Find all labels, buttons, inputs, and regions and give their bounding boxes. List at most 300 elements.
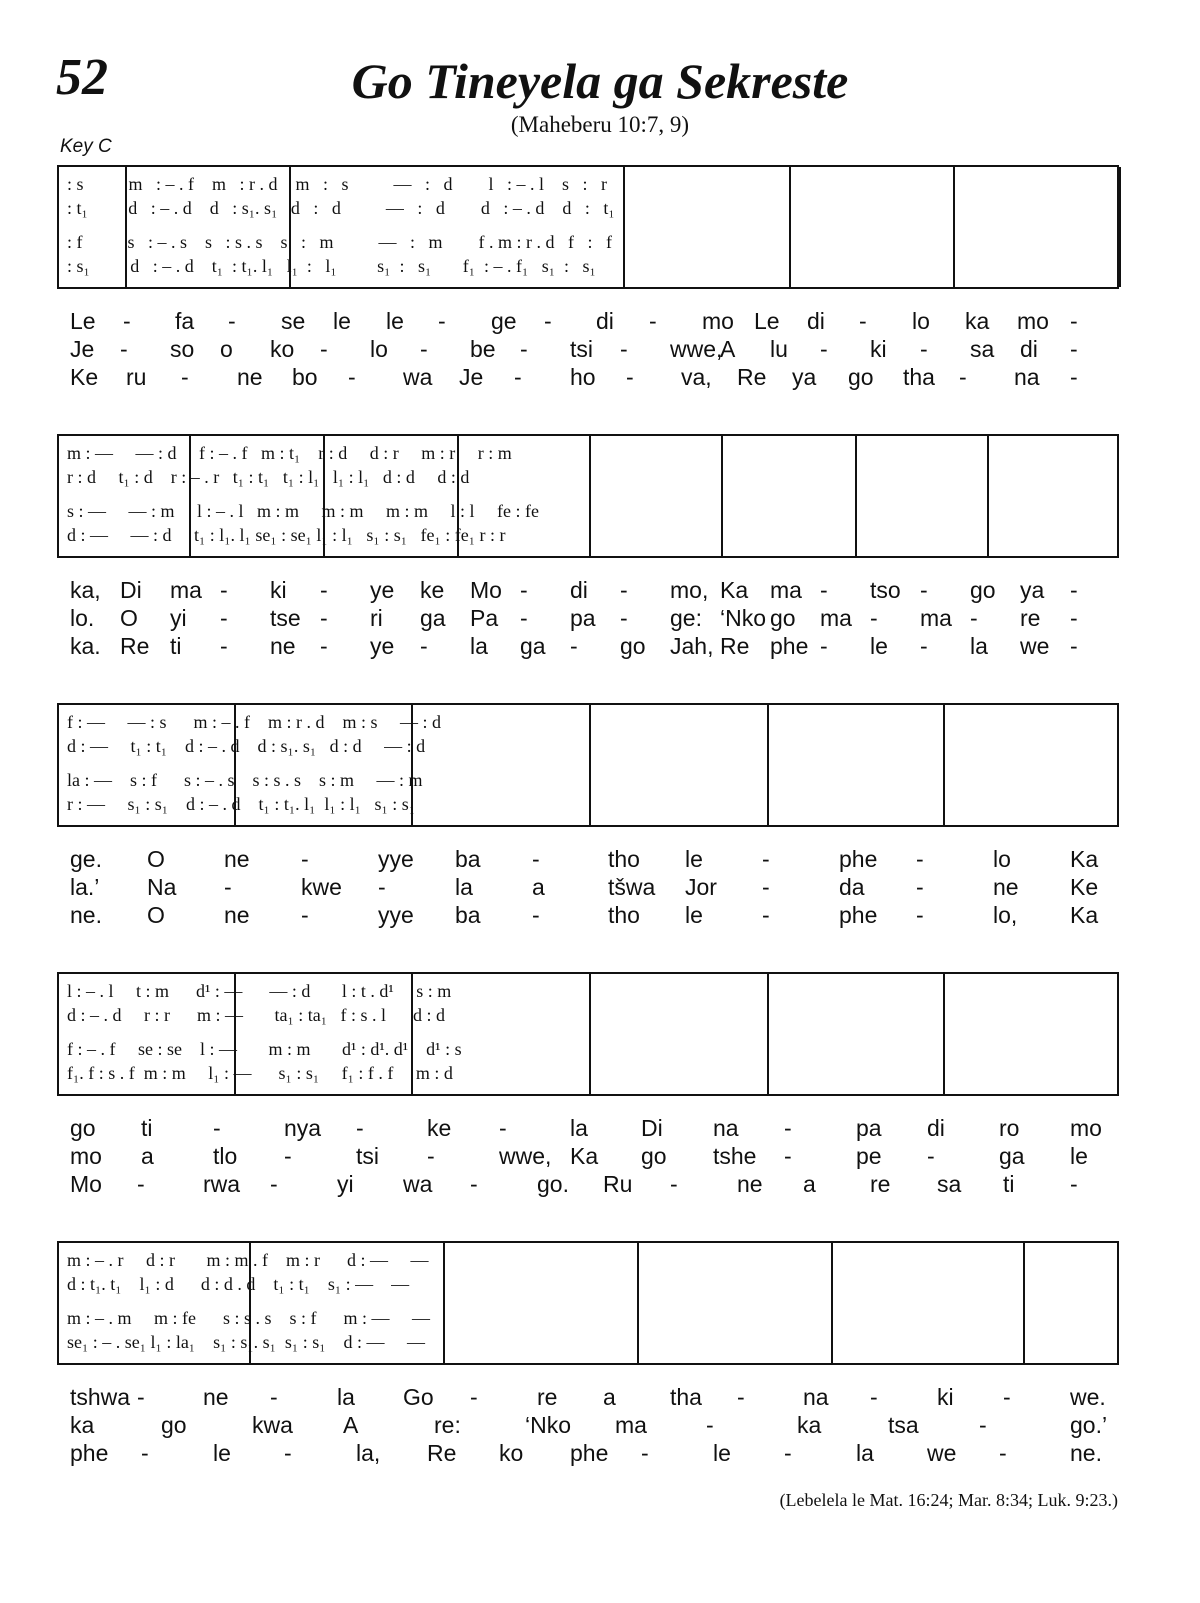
lyric-syllable: Go (403, 1384, 434, 1410)
bar-line (637, 1243, 639, 1363)
lyric-syllable: mo (70, 1143, 102, 1169)
lyric-syllable: ma (820, 605, 852, 631)
lyric-syllable: phe (770, 633, 809, 659)
lyric-syllable: Ka (570, 1143, 599, 1169)
music-system-2 (57, 434, 1119, 558)
lyric-syllable: ge. (70, 846, 102, 872)
lyric-syllable: le (870, 633, 888, 659)
music-system-4 (57, 972, 1119, 1096)
lyric-syllable: - (1003, 1384, 1011, 1410)
lyric-syllable: kwa (252, 1412, 293, 1438)
lyric-syllable: - (320, 633, 328, 659)
lyric-syllable: di (1020, 336, 1038, 362)
bar-line (1023, 1243, 1025, 1363)
notation-line: d : — t₁ : t₁ d : – . d d : s₁. s₁ d : d — : d (67, 736, 426, 756)
lyric-syllable: phe (570, 1440, 609, 1466)
lyric-syllable: Ka (1070, 902, 1099, 928)
bar-line (1119, 167, 1121, 287)
lyric-line-verse-2 (70, 1143, 1115, 1171)
notation-line: d : – . d r : r m : — ta₁ : ta₁ f : s . l d : d (67, 1005, 446, 1025)
lyric-syllable: - (1070, 364, 1078, 390)
lyric-syllable: ne (237, 364, 263, 390)
lyric-syllable: - (1070, 336, 1078, 362)
lyric-line-verse-3 (70, 1440, 1115, 1468)
lyric-syllable: go (770, 605, 796, 631)
lyric-line-verse-3 (70, 1171, 1115, 1199)
lyric-syllable: - (301, 846, 309, 872)
lyric-line-verse-1 (70, 577, 1115, 605)
lyric-syllable: - (137, 1171, 145, 1197)
lyric-syllable: - (378, 874, 386, 900)
lyric-syllable: A (720, 336, 736, 362)
lyric-syllable: Jor (685, 874, 717, 900)
lyric-syllable: - (532, 846, 540, 872)
lyric-syllable: - (979, 1412, 987, 1438)
bar-line (831, 1243, 833, 1363)
lyric-line-verse-1 (70, 1115, 1115, 1143)
lyric-syllable: we. (1070, 1384, 1106, 1410)
notation-line: m : — — : d f : – . f m : t₁ r : d d : r m : r r : m (67, 443, 512, 463)
lyric-syllable: - (920, 336, 928, 362)
lyric-syllable: go. (537, 1171, 569, 1197)
lyric-syllable: - (224, 874, 232, 900)
lyric-syllable: di (596, 308, 614, 334)
lyric-syllable: - (544, 308, 552, 334)
bar-line (987, 436, 989, 556)
lyric-syllable: ne (993, 874, 1019, 900)
lyric-syllable: Ka (1070, 846, 1099, 872)
lyric-syllable: Ke (1070, 874, 1099, 900)
lyric-syllable: O (120, 605, 138, 631)
lyric-syllable: we (927, 1440, 957, 1466)
lyric-syllable: - (301, 902, 309, 928)
lyric-syllable: - (762, 902, 770, 928)
lyric-syllable: la, (356, 1440, 381, 1466)
lyric-syllable: - (927, 1143, 935, 1169)
lyric-syllable: bo (292, 364, 318, 390)
lyric-syllable: O (147, 902, 165, 928)
lyric-syllable: - (706, 1412, 714, 1438)
lyric-syllable: - (916, 902, 924, 928)
lyric-syllable: A (343, 1412, 359, 1438)
lyric-syllable: - (999, 1440, 1007, 1466)
lyric-syllable: ti (170, 633, 182, 659)
lyric-syllable: - (1070, 633, 1078, 659)
lyric-syllable: ma (170, 577, 202, 603)
lyric-syllable: go.’ (1070, 1412, 1108, 1438)
lyric-syllable: ro (999, 1115, 1020, 1141)
lyric-line-verse-2 (70, 336, 1115, 364)
lyric-syllable: la (856, 1440, 874, 1466)
lyric-syllable: di (807, 308, 825, 334)
lyric-syllable: - (920, 633, 928, 659)
lyric-syllable: le (685, 902, 703, 928)
bar-line (789, 167, 791, 287)
bar-line (943, 705, 945, 825)
music-system-5 (57, 1241, 1119, 1365)
hymn-number: 52 (56, 49, 108, 106)
lyric-syllable: phe (839, 846, 878, 872)
lyric-line-verse-3 (70, 364, 1115, 392)
lyric-syllable: lo, (993, 902, 1018, 928)
lyric-syllable: phe (70, 1440, 109, 1466)
lyric-line-verse-2 (70, 1412, 1115, 1440)
lyric-syllable: tšwa (608, 874, 656, 900)
lyric-syllable: - (123, 308, 131, 334)
lyric-syllable: a (141, 1143, 154, 1169)
lyric-syllable: la (337, 1384, 355, 1410)
lyric-line-verse-2 (70, 874, 1115, 902)
notation-line: se₁ : – . se₁ l₁ : la₁ s₁ : s₁. s₁ s₁ : s₁ d : — — (67, 1332, 425, 1352)
lyric-syllable: Re (737, 364, 767, 390)
lyric-syllable: le (713, 1440, 731, 1466)
lyric-syllable: ga (520, 633, 546, 659)
hymn-title: Go Tineyela ga Sekreste (351, 53, 849, 109)
lyric-syllable: sa (970, 336, 995, 362)
lyric-syllable: ye (370, 577, 395, 603)
lyric-syllable: pa (570, 605, 596, 631)
lyric-syllable: - (520, 577, 528, 603)
lyric-syllable: Mo (470, 577, 502, 603)
lyric-syllable: Ru (603, 1171, 633, 1197)
lyric-syllable: - (1070, 308, 1078, 334)
lyric-syllable: ma (920, 605, 952, 631)
lyric-syllable: - (737, 1384, 745, 1410)
notation-line: s : — — : m l : – . l m : m m : m m : m l : l fe : fe (67, 501, 539, 521)
lyric-syllable: pa (856, 1115, 882, 1141)
lyric-syllable: - (470, 1171, 478, 1197)
lyric-syllable: la (570, 1115, 588, 1141)
lyric-syllable: go (161, 1412, 187, 1438)
lyric-syllable: re (1020, 605, 1041, 631)
lyric-syllable: ki (870, 336, 887, 362)
lyric-syllable: go (70, 1115, 96, 1141)
lyric-syllable: - (181, 364, 189, 390)
lyric-syllable: mo (1017, 308, 1049, 334)
lyric-syllable: pe (856, 1143, 882, 1169)
lyric-syllable: na (803, 1384, 829, 1410)
lyric-syllable: go (641, 1143, 667, 1169)
notation-line: f₁. f : s . f m : m l₁ : — s₁ : s₁ f₁ : f . f m : d (67, 1063, 453, 1083)
lyric-syllable: - (320, 336, 328, 362)
lyric-syllable: ka, (70, 577, 101, 603)
lyric-syllable: ka (797, 1412, 822, 1438)
lyric-syllable: - (220, 605, 228, 631)
lyric-syllable: le (685, 846, 703, 872)
lyric-syllable: - (670, 1171, 678, 1197)
lyric-syllable: ye (370, 633, 395, 659)
lyric-syllable: ‘Nko (525, 1412, 572, 1438)
lyric-syllable: ka. (70, 633, 101, 659)
lyric-line-verse-1 (70, 1384, 1115, 1412)
lyric-syllable: Di (641, 1115, 663, 1141)
lyric-syllable: go (970, 577, 996, 603)
lyric-syllable: tsi (570, 336, 593, 362)
lyric-syllable: Re (427, 1440, 457, 1466)
lyric-syllable: - (320, 577, 328, 603)
lyric-syllable: - (620, 605, 628, 631)
bar-line (623, 167, 625, 287)
lyric-syllable: - (420, 336, 428, 362)
lyric-line-verse-3 (70, 902, 1115, 930)
lyric-syllable: ko (270, 336, 295, 362)
lyric-syllable: Le (70, 308, 96, 334)
scripture-reference: (Maheberu 10:7, 9) (510, 112, 690, 137)
lyric-syllable: ne (737, 1171, 763, 1197)
lyric-syllable: - (916, 874, 924, 900)
lyric-syllable: tse (270, 605, 301, 631)
lyric-syllable: a (603, 1384, 616, 1410)
lyric-syllable: - (120, 336, 128, 362)
notation-line: l : – . l t : m d¹ : — — : d l : t . d¹ s : m (67, 981, 452, 1001)
lyric-syllable: - (514, 364, 522, 390)
bar-line (589, 705, 591, 825)
lyric-syllable: - (284, 1143, 292, 1169)
lyric-syllable: go (848, 364, 874, 390)
lyric-syllable: la (970, 633, 988, 659)
lyric-syllable: tshwa (70, 1384, 131, 1410)
lyric-syllable: tsi (356, 1143, 379, 1169)
lyric-syllable: mo (1070, 1115, 1102, 1141)
lyric-syllable: - (970, 605, 978, 631)
lyric-syllable: le (213, 1440, 231, 1466)
lyric-syllable: kwe (301, 874, 342, 900)
lyric-syllable: o (220, 336, 233, 362)
lyric-syllable: ti (1003, 1171, 1015, 1197)
lyric-syllable: be (470, 336, 496, 362)
lyric-syllable: rwa (203, 1171, 241, 1197)
lyric-syllable: - (1070, 605, 1078, 631)
lyric-syllable: ko (499, 1440, 524, 1466)
lyric-syllable: sa (937, 1171, 962, 1197)
notation-line: f : — — : s m : – . f m : r . d m : s — : d (67, 712, 442, 732)
lyric-syllable: ka (70, 1412, 95, 1438)
lyric-syllable: - (570, 633, 578, 659)
lyric-syllable: yye (378, 902, 414, 928)
notation-line: : s m : – . f m : r . d m : s — : d l : – . l s : r (67, 174, 608, 194)
lyric-syllable: - (820, 336, 828, 362)
lyric-syllable: tso (870, 577, 901, 603)
lyric-syllable: na (713, 1115, 739, 1141)
lyric-syllable: - (762, 874, 770, 900)
lyric-syllable: na (1014, 364, 1040, 390)
lyric-syllable: ho (570, 364, 596, 390)
lyric-syllable: la (470, 633, 488, 659)
lyric-syllable: ne (224, 902, 250, 928)
lyric-syllable: Le (754, 308, 780, 334)
lyric-syllable: lo. (70, 605, 95, 631)
lyric-syllable: ne (203, 1384, 229, 1410)
lyric-syllable: - (356, 1115, 364, 1141)
lyric-syllable: ma (615, 1412, 647, 1438)
lyric-syllable: yi (170, 605, 187, 631)
bar-line (589, 436, 591, 556)
notation-line: la : — s : f s : – . s s : s . s s : m — : m (67, 770, 423, 790)
lyric-syllable: - (820, 577, 828, 603)
lyric-syllable: - (320, 605, 328, 631)
lyric-syllable: la (455, 874, 473, 900)
lyric-syllable: yi (337, 1171, 354, 1197)
lyric-line-verse-2 (70, 605, 1115, 633)
lyric-syllable: wwe, (670, 336, 723, 362)
lyric-syllable: - (620, 577, 628, 603)
lyric-syllable: - (820, 633, 828, 659)
lyric-syllable: - (859, 308, 867, 334)
music-system-3 (57, 703, 1119, 827)
lyric-syllable: tho (608, 846, 640, 872)
notation-line: : s₁ d : – . d t₁ : t₁. l₁ l₁ : l₁ s₁ : s₁ f₁ : – . f₁ s₁ : s₁ (67, 256, 596, 276)
notation-line: d : — — : d t₁ : l₁. l₁ se₁ : se₁ l₁ : l₁ s₁ : s₁ fe₁ : fe₁ r : r (67, 525, 506, 545)
lyric-syllable: phe (839, 902, 878, 928)
lyric-syllable: tshe (713, 1143, 757, 1169)
lyric-syllable: ka (965, 308, 990, 334)
notation-line: d : t₁. t₁ l₁ : d d : d . d t₁ : t₁ s₁ : — — (67, 1274, 410, 1294)
lyric-syllable: ti (141, 1115, 153, 1141)
lyric-syllable: - (470, 1384, 478, 1410)
lyric-syllable: ke (427, 1115, 452, 1141)
lyric-syllable: Pa (470, 605, 499, 631)
lyric-syllable: tho (608, 902, 640, 928)
lyric-syllable: - (649, 308, 657, 334)
lyric-syllable: - (1070, 577, 1078, 603)
lyric-syllable: a (803, 1171, 816, 1197)
bar-line (767, 705, 769, 825)
lyric-syllable: Ka (720, 577, 749, 603)
lyric-syllable: O (147, 846, 165, 872)
lyric-syllable: - (920, 577, 928, 603)
lyric-syllable: - (520, 605, 528, 631)
lyric-syllable: ki (270, 577, 287, 603)
lyric-syllable: - (213, 1115, 221, 1141)
lyric-syllable: wwe, (499, 1143, 552, 1169)
music-system-1 (57, 165, 1119, 289)
lyric-syllable: lo (912, 308, 930, 334)
lyric-syllable: lo (370, 336, 388, 362)
lyric-syllable: le (386, 308, 404, 334)
lyric-syllable: ki (937, 1384, 954, 1410)
lyric-syllable: tha (903, 364, 935, 390)
lyric-syllable: Re (720, 633, 750, 659)
lyric-syllable: ga (420, 605, 446, 631)
lyric-syllable: - (427, 1143, 435, 1169)
lyric-syllable: ri (370, 605, 383, 631)
lyric-syllable: di (570, 577, 588, 603)
lyric-syllable: ge (491, 308, 517, 334)
lyric-syllable: - (284, 1440, 292, 1466)
lyric-syllable: - (762, 846, 770, 872)
lyric-syllable: tha (670, 1384, 702, 1410)
lyric-syllable: ne. (70, 902, 102, 928)
lyric-syllable: - (916, 846, 924, 872)
lyric-syllable: se (281, 308, 306, 334)
lyric-syllable: go (620, 633, 646, 659)
notation-line: r : — s₁ : s₁ d : – . d t₁ : t₁. l₁ l₁ : l₁ s₁ : s₁ (67, 794, 416, 814)
lyric-syllable: ya (792, 364, 817, 390)
lyric-syllable: ne. (1070, 1440, 1102, 1466)
lyric-syllable: nya (284, 1115, 322, 1141)
lyric-syllable: - (141, 1440, 149, 1466)
lyric-syllable: Je (70, 336, 95, 362)
bar-line (589, 974, 591, 1094)
bar-line (443, 1243, 445, 1363)
lyric-syllable: - (784, 1115, 792, 1141)
lyric-syllable: - (620, 336, 628, 362)
lyric-syllable: ke (420, 577, 445, 603)
lyric-syllable: - (137, 1384, 145, 1410)
lyric-syllable: mo (702, 308, 734, 334)
lyric-syllable: Di (120, 577, 142, 603)
lyric-syllable: ne (270, 633, 296, 659)
lyric-line-verse-1 (70, 308, 1115, 336)
lyric-syllable: ga (999, 1143, 1025, 1169)
lyric-syllable: a (532, 874, 545, 900)
lyric-syllable: - (870, 1384, 878, 1410)
lyric-syllable: - (784, 1143, 792, 1169)
lyric-syllable: ya (1020, 577, 1045, 603)
notation-line: : f s : – . s s : s . s s : m — : m f . m : r . d f : f (67, 232, 613, 252)
lyric-syllable: - (420, 633, 428, 659)
lyric-syllable: wa (403, 1171, 433, 1197)
lyric-syllable: - (784, 1440, 792, 1466)
bar-line (855, 436, 857, 556)
lyric-line-verse-1 (70, 846, 1115, 874)
lyric-syllable: - (228, 308, 236, 334)
lyric-syllable: yye (378, 846, 414, 872)
lyric-syllable: - (499, 1115, 507, 1141)
lyric-syllable: - (348, 364, 356, 390)
lyric-syllable: re: (434, 1412, 461, 1438)
lyric-syllable: - (959, 364, 967, 390)
lyric-syllable: Ke (70, 364, 99, 390)
lyric-syllable: da (839, 874, 865, 900)
lyric-syllable: Jah, (670, 633, 714, 659)
bar-line (721, 436, 723, 556)
lyric-syllable: tsa (888, 1412, 919, 1438)
lyric-syllable: Na (147, 874, 177, 900)
lyric-syllable: - (270, 1171, 278, 1197)
lyric-syllable: re (870, 1171, 891, 1197)
lyric-syllable: ru (126, 364, 147, 390)
lyric-syllable: - (220, 633, 228, 659)
lyric-syllable: - (641, 1440, 649, 1466)
lyric-syllable: re (537, 1384, 558, 1410)
lyric-syllable: va, (681, 364, 712, 390)
lyric-line-verse-3 (70, 633, 1115, 661)
lyric-syllable: ba (455, 902, 481, 928)
notation-line: m : – . r d : r m : m . f m : r d : — — (67, 1250, 429, 1270)
lyric-syllable: - (270, 1384, 278, 1410)
lyric-syllable: - (1070, 1171, 1078, 1197)
lyric-syllable: lo (993, 846, 1011, 872)
lyric-syllable: Mo (70, 1171, 102, 1197)
lyric-syllable: le (333, 308, 351, 334)
notation-line: : t₁ d : – . d d : s₁. s₁ d : d — : d d : – . d d : t₁ (67, 198, 615, 218)
bar-line (767, 974, 769, 1094)
lyric-syllable: - (520, 336, 528, 362)
lyric-syllable: le (1070, 1143, 1088, 1169)
notation-line: f : – . f se : se l : — m : m d¹ : d¹. d¹ d¹ : s (67, 1039, 462, 1059)
lyric-syllable: - (626, 364, 634, 390)
bar-line (943, 974, 945, 1094)
key-signature: Key C (60, 136, 112, 157)
lyric-syllable: Re (120, 633, 150, 659)
lyric-syllable: la.’ (70, 874, 100, 900)
lyric-syllable: - (870, 605, 878, 631)
lyric-syllable: so (170, 336, 195, 362)
lyric-syllable: ma (770, 577, 802, 603)
notation-line: m : – . m m : fe s : s . s s : f m : — — (67, 1308, 431, 1328)
lyric-syllable: lu (770, 336, 788, 362)
